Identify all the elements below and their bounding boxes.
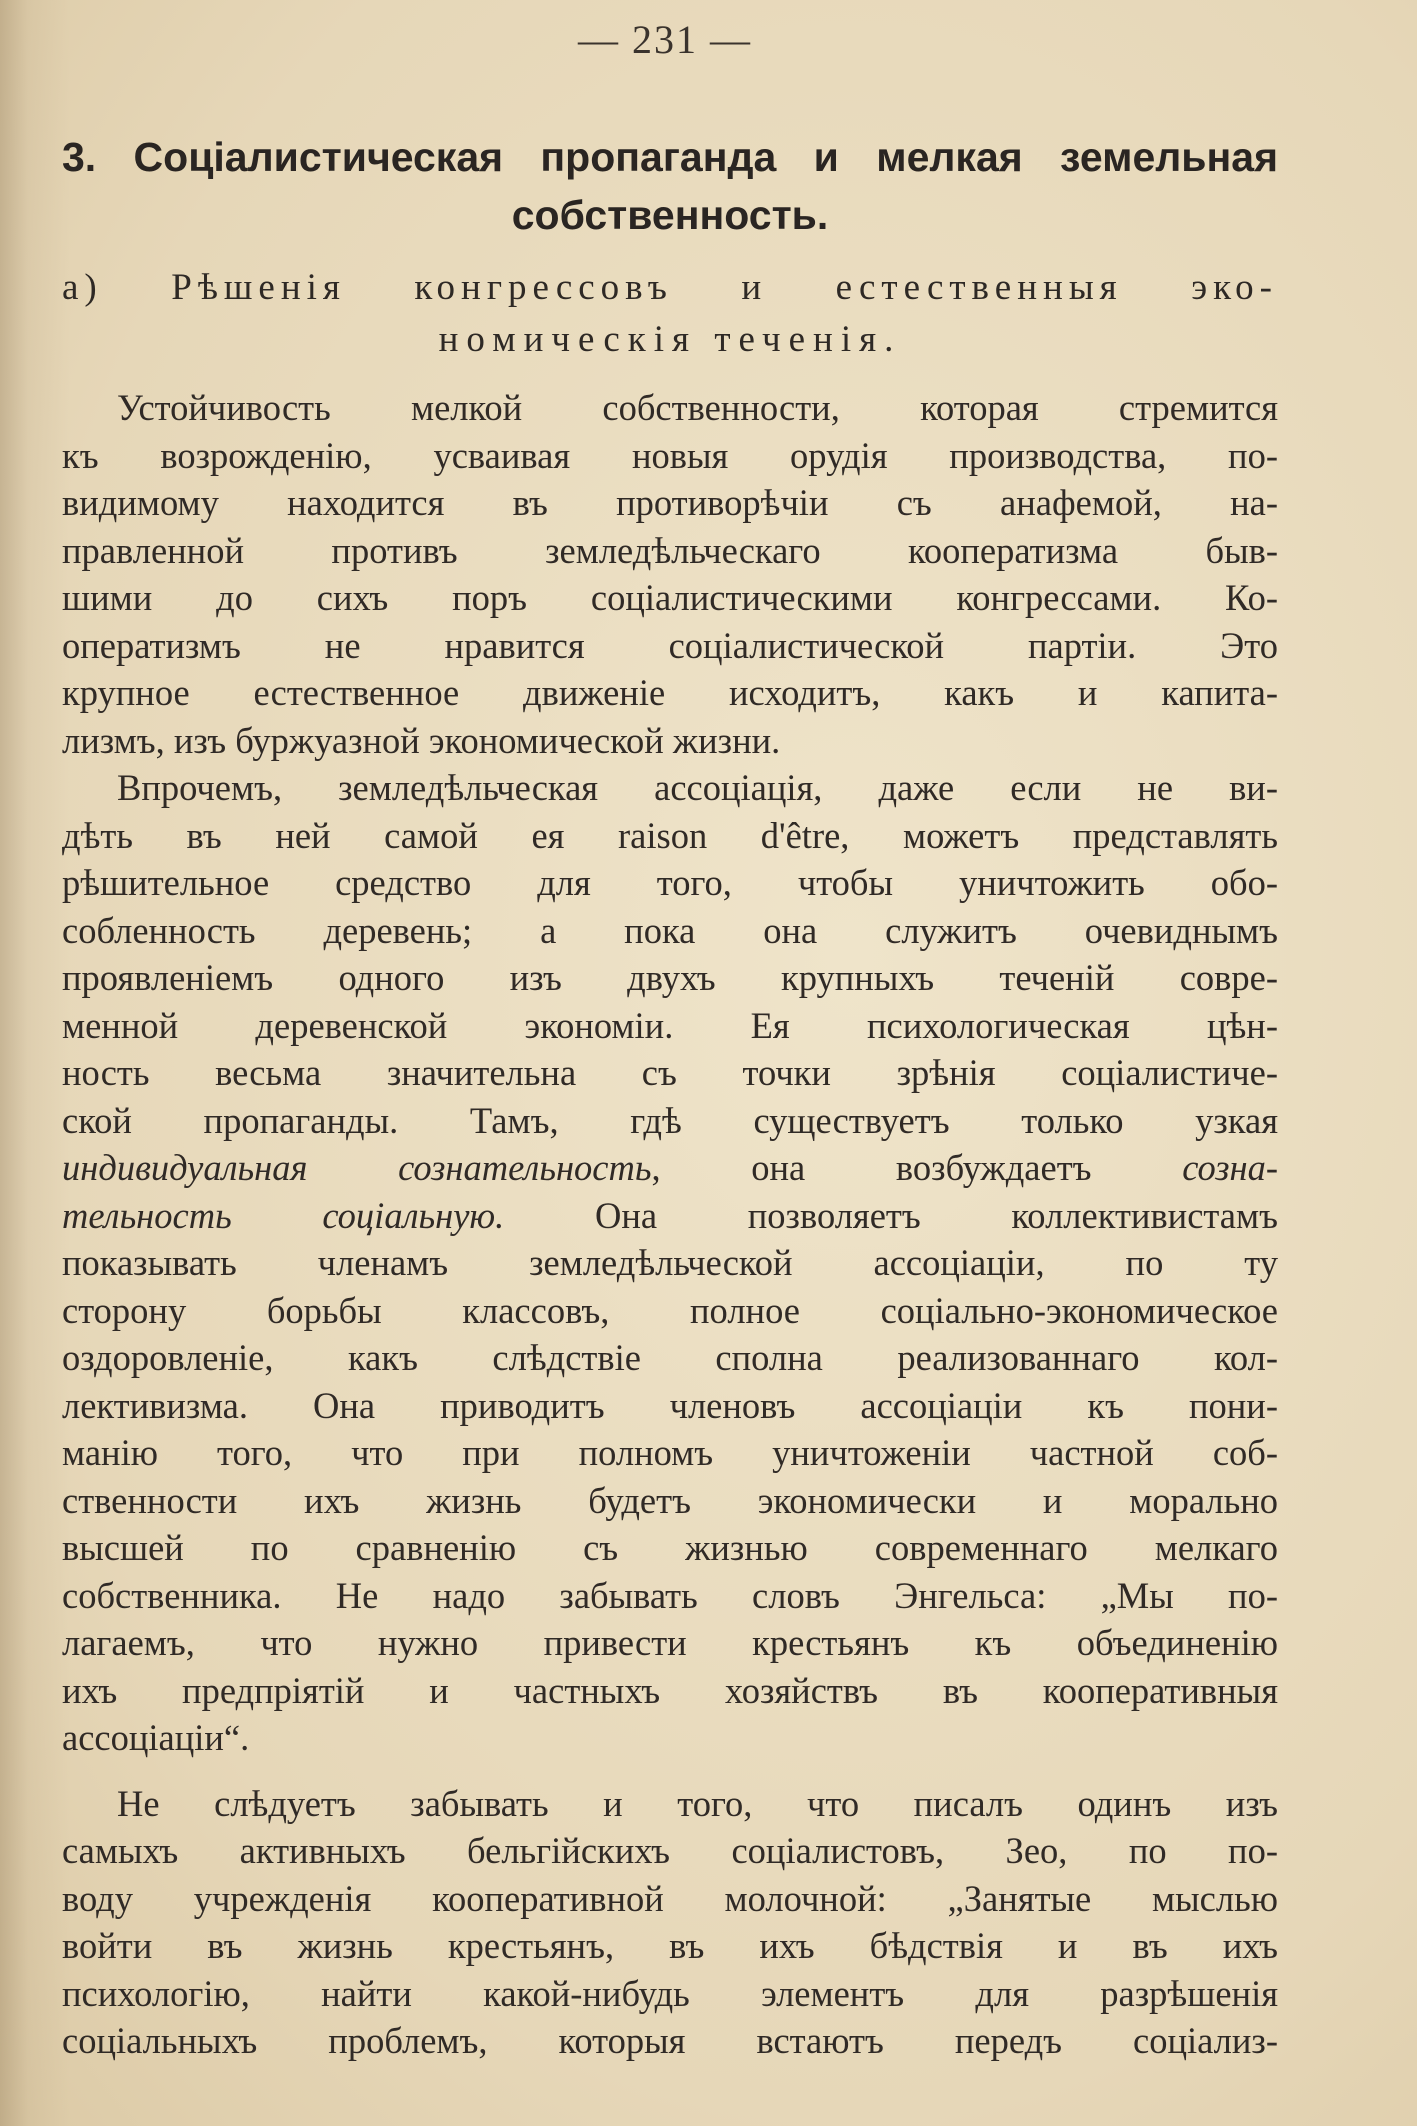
text-line: оператизмъ не нравится соціалистической партіи. Это xyxy=(62,624,1278,666)
text-line: ской пропаганды. Тамъ, гдѣ существуетъ только узкая xyxy=(62,1099,1278,1141)
subsection-heading xyxy=(62,262,1278,366)
text-line: войти въ жизнь крестьянъ, въ ихъ бѣдствія и въ ихъ xyxy=(62,1925,1278,1966)
text-line: соціальныхъ проблемъ, которыя встаютъ передъ соціализ- xyxy=(62,2020,1278,2061)
text-line: Впрочемъ, земледѣльческая ассоціація, даже если не ви- xyxy=(117,767,1278,808)
text-line: проявленіемъ одного изъ двухъ крупныхъ теченій совре- xyxy=(62,957,1278,998)
text-line: психологію, найти какой-нибудь элементъ для разрѣшенія xyxy=(62,1972,1278,2014)
text-line: оздоровленіе, какъ слѣдствіе сполна реализованнаго кол- xyxy=(62,1337,1278,1378)
text-line: шими до сихъ поръ соціалистическими конгрессами. Ко- xyxy=(62,577,1278,618)
section-heading xyxy=(62,128,1278,244)
subsection-heading-line-1: а) Рѣшенія конгрессовъ и естественныя эко- xyxy=(62,267,1278,308)
text-line: менной деревенской экономіи. Ея психологическая цѣн- xyxy=(62,1004,1278,1046)
text-line: собленность деревень; а пока она служитъ очевиднымъ xyxy=(62,909,1278,951)
text-line: крупное естественное движеніе исходитъ, какъ и капита- xyxy=(62,672,1278,713)
page-number: — 231 — xyxy=(578,17,752,62)
text-line: манію того, что при полномъ уничтоженіи частной соб- xyxy=(62,1432,1278,1473)
text-line: сторону борьбы классовъ, полное соціально-экономическое xyxy=(62,1289,1278,1331)
text-line: Не слѣдуетъ забывать и того, что писалъ одинъ изъ xyxy=(117,1782,1278,1824)
italic-phrase: тельность соціальную. xyxy=(62,1194,505,1236)
subsection-heading-line-2: номическія теченія. xyxy=(438,319,902,360)
text-line: дѣть въ ней самой ея raison d'être, можетъ представлять xyxy=(62,814,1278,856)
text-line: правленной противъ земледѣльческаго кооператизма быв- xyxy=(62,529,1278,571)
text-line-mixed xyxy=(62,1192,1278,1240)
text-line: самыхъ активныхъ бельгійскихъ соціалистовъ, Зео, по по- xyxy=(62,1830,1278,1871)
text-fragment: , она возбуждаетъ xyxy=(651,1147,1183,1188)
text-line-mixed xyxy=(62,1144,1278,1192)
text-line: рѣшительное средство для того, чтобы уничтожить обо- xyxy=(62,862,1278,903)
text-line: ность весьма значительна съ точки зрѣнія соціалистиче- xyxy=(62,1052,1278,1093)
italic-phrase: индивидуальная сознательность xyxy=(62,1147,652,1188)
text-line: Устойчивость мелкой собственности, которая стремится xyxy=(117,387,1278,428)
text-line: ихъ предпріятій и частныхъ хозяйствъ въ кооперативныя xyxy=(62,1669,1278,1711)
section-heading-line-1: 3. Соціалистическая пропаганда и мелкая земельная xyxy=(62,134,1278,180)
text-line: къ возрожденію, усваивая новыя орудія производства, по- xyxy=(62,434,1278,476)
body-text xyxy=(62,384,1278,2065)
text-line: лизмъ, изъ буржуазной экономической жизни. xyxy=(62,719,781,761)
section-heading-line-2: собственность. xyxy=(511,192,829,238)
text-line: ственности ихъ жизнь будетъ экономически и морально xyxy=(62,1479,1278,1521)
text-line: лагаемъ, что нужно привести крестьянъ къ объединенію xyxy=(62,1622,1278,1663)
text-line: ассоціаціи“. xyxy=(62,1717,250,1758)
italic-phrase: созна- xyxy=(1182,1147,1278,1188)
text-line: воду учрежденія кооперативной молочной: „Занятые мыслью xyxy=(62,1877,1278,1919)
text-line: высшей по сравненію съ жизнью современнаго мелкаго xyxy=(62,1527,1278,1568)
text-fragment: Она позволяетъ коллективистамъ xyxy=(504,1194,1278,1236)
text-line: лективизма. Она приводитъ членовъ ассоціаціи къ пони- xyxy=(62,1384,1278,1426)
text-line: собственника. Не надо забывать словъ Энгельса: „Мы по- xyxy=(62,1574,1278,1616)
text-line: видимому находится въ противорѣчіи съ анафемой, на- xyxy=(62,482,1278,523)
text-line: показывать членамъ земледѣльческой ассоціаціи, по ту xyxy=(62,1242,1278,1283)
